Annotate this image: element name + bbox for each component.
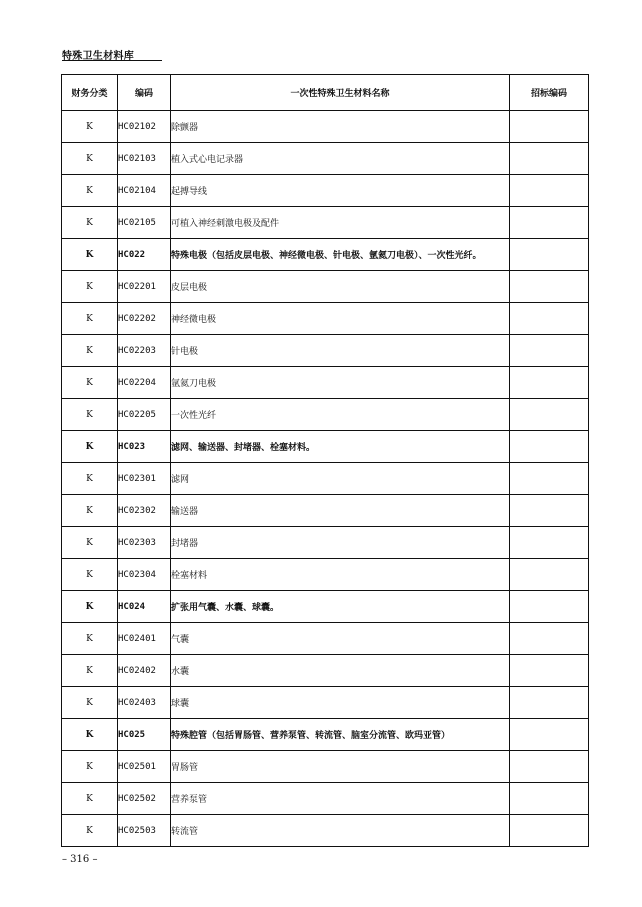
cell-tender-code <box>510 527 589 559</box>
column-header-tender-code: 招标编码 <box>510 75 589 111</box>
cell-code: HC02304 <box>118 559 171 591</box>
cell-material-name: 封堵器 <box>171 527 510 559</box>
cell-tender-code <box>510 783 589 815</box>
cell-tender-code <box>510 655 589 687</box>
cell-code: HC02105 <box>118 207 171 239</box>
header-underline <box>62 60 162 61</box>
table-header-row <box>62 75 589 111</box>
table-row <box>62 143 589 175</box>
document-header-title: 特殊卫生材料库 <box>62 51 135 62</box>
table-row <box>62 207 589 239</box>
cell-material-name: 皮层电极 <box>171 271 510 303</box>
cell-code: HC02503 <box>118 815 171 847</box>
cell-code: HC024 <box>118 591 171 623</box>
cell-tender-code <box>510 559 589 591</box>
table-row <box>62 239 589 271</box>
cell-tender-code <box>510 495 589 527</box>
cell-finance-class: K <box>62 527 118 559</box>
cell-finance-class: K <box>62 687 118 719</box>
cell-tender-code <box>510 239 589 271</box>
cell-tender-code <box>510 207 589 239</box>
cell-tender-code <box>510 143 589 175</box>
cell-tender-code <box>510 303 589 335</box>
cell-material-name: 特殊电极（包括皮层电极、神经微电极、针电极、氩氦刀电极）、一次性光纤。 <box>171 239 510 271</box>
cell-finance-class: K <box>62 815 118 847</box>
cell-code: HC023 <box>118 431 171 463</box>
cell-code: HC02502 <box>118 783 171 815</box>
cell-finance-class: K <box>62 143 118 175</box>
cell-code: HC02205 <box>118 399 171 431</box>
cell-tender-code <box>510 399 589 431</box>
cell-material-name: 一次性光纤 <box>171 399 510 431</box>
cell-tender-code <box>510 815 589 847</box>
cell-tender-code <box>510 367 589 399</box>
cell-finance-class: K <box>62 591 118 623</box>
table-row <box>62 495 589 527</box>
cell-material-name: 氩氦刀电极 <box>171 367 510 399</box>
cell-tender-code <box>510 687 589 719</box>
table-row <box>62 815 589 847</box>
table-row <box>62 335 589 367</box>
cell-material-name: 输送器 <box>171 495 510 527</box>
table-body <box>62 111 589 847</box>
cell-code: HC02103 <box>118 143 171 175</box>
cell-tender-code <box>510 623 589 655</box>
table-row <box>62 367 589 399</box>
table-row <box>62 719 589 751</box>
cell-finance-class: K <box>62 111 118 143</box>
cell-material-name: 水囊 <box>171 655 510 687</box>
table-row <box>62 271 589 303</box>
cell-finance-class: K <box>62 719 118 751</box>
cell-material-name: 栓塞材料 <box>171 559 510 591</box>
cell-finance-class: K <box>62 623 118 655</box>
cell-finance-class: K <box>62 463 118 495</box>
cell-code: HC02403 <box>118 687 171 719</box>
cell-code: HC02402 <box>118 655 171 687</box>
cell-material-name: 胃肠管 <box>171 751 510 783</box>
table-row <box>62 111 589 143</box>
cell-material-name: 气囊 <box>171 623 510 655</box>
table-row <box>62 303 589 335</box>
cell-finance-class: K <box>62 367 118 399</box>
cell-material-name: 转流管 <box>171 815 510 847</box>
cell-code: HC02202 <box>118 303 171 335</box>
table-row <box>62 559 589 591</box>
table-row <box>62 783 589 815</box>
cell-material-name: 可植入神经刺激电极及配件 <box>171 207 510 239</box>
cell-material-name: 滤网 <box>171 463 510 495</box>
table-row <box>62 623 589 655</box>
cell-tender-code <box>510 751 589 783</box>
cell-code: HC02401 <box>118 623 171 655</box>
page-number: – 316 – <box>62 854 98 865</box>
cell-finance-class: K <box>62 303 118 335</box>
cell-code: HC02104 <box>118 175 171 207</box>
cell-code: HC02201 <box>118 271 171 303</box>
cell-material-name: 特殊腔管（包括胃肠管、营养泵管、转流管、脑室分流管、欧玛亚管） <box>171 719 510 751</box>
table-row <box>62 591 589 623</box>
cell-code: HC02301 <box>118 463 171 495</box>
cell-material-name: 营养泵管 <box>171 783 510 815</box>
cell-code: HC022 <box>118 239 171 271</box>
cell-finance-class: K <box>62 239 118 271</box>
cell-finance-class: K <box>62 175 118 207</box>
materials-table <box>61 74 589 847</box>
table-row <box>62 655 589 687</box>
cell-finance-class: K <box>62 271 118 303</box>
cell-tender-code <box>510 111 589 143</box>
cell-material-name: 针电极 <box>171 335 510 367</box>
cell-tender-code <box>510 463 589 495</box>
cell-code: HC02302 <box>118 495 171 527</box>
cell-finance-class: K <box>62 559 118 591</box>
cell-code: HC02303 <box>118 527 171 559</box>
cell-code: HC02204 <box>118 367 171 399</box>
table-row <box>62 175 589 207</box>
cell-material-name: 扩张用气囊、水囊、球囊。 <box>171 591 510 623</box>
table-row <box>62 463 589 495</box>
cell-code: HC02102 <box>118 111 171 143</box>
cell-finance-class: K <box>62 335 118 367</box>
cell-tender-code <box>510 591 589 623</box>
cell-tender-code <box>510 431 589 463</box>
cell-finance-class: K <box>62 783 118 815</box>
cell-material-name: 滤网、输送器、封堵器、栓塞材料。 <box>171 431 510 463</box>
table-row <box>62 527 589 559</box>
cell-finance-class: K <box>62 431 118 463</box>
cell-code: HC02501 <box>118 751 171 783</box>
cell-material-name: 球囊 <box>171 687 510 719</box>
cell-code: HC02203 <box>118 335 171 367</box>
cell-finance-class: K <box>62 495 118 527</box>
column-header-code: 编码 <box>118 75 171 111</box>
cell-material-name: 植入式心电记录器 <box>171 143 510 175</box>
cell-tender-code <box>510 175 589 207</box>
column-header-material-name: 一次性特殊卫生材料名称 <box>171 75 510 111</box>
cell-finance-class: K <box>62 751 118 783</box>
cell-finance-class: K <box>62 207 118 239</box>
cell-finance-class: K <box>62 655 118 687</box>
cell-material-name: 除颤器 <box>171 111 510 143</box>
cell-tender-code <box>510 719 589 751</box>
cell-tender-code <box>510 335 589 367</box>
cell-material-name: 起搏导线 <box>171 175 510 207</box>
cell-tender-code <box>510 271 589 303</box>
table-row <box>62 431 589 463</box>
table-row <box>62 687 589 719</box>
cell-finance-class: K <box>62 399 118 431</box>
column-header-finance-class: 财务分类 <box>62 75 118 111</box>
cell-code: HC025 <box>118 719 171 751</box>
table-row <box>62 399 589 431</box>
cell-material-name: 神经微电极 <box>171 303 510 335</box>
table-row <box>62 751 589 783</box>
